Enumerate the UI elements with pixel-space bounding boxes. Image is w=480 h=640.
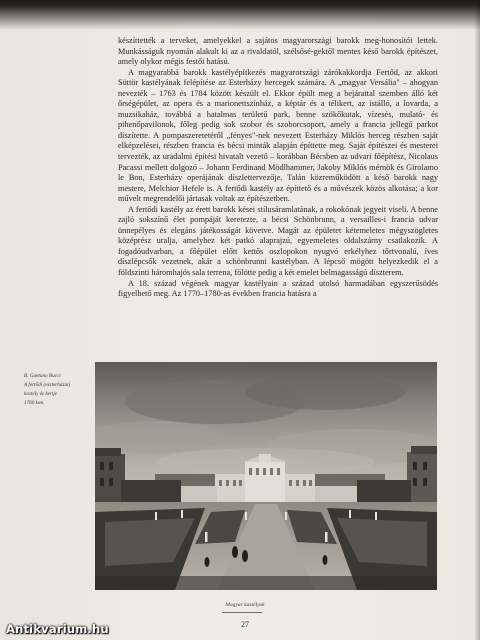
page-top-shadow <box>0 0 480 30</box>
castle-painting-image <box>95 362 437 590</box>
footer-divider <box>222 612 262 613</box>
page-right-edge <box>474 0 480 640</box>
paragraph-3: A fertődi kastély az érett barokk kései stílusáramlatának, a rokokónak jegyeit viseli. A benne zajló sokszínű élet pompáját keretezte, a bécsi Schönbrunn, a versailles-i francia udvar ünnepélyes és elegáns játékosságát követve. Magát az épületet kétemeletes mégyszögletes középrész uralja, amelyhez két patkó alaprajzú, egyemeletes oldalszárny csatlakozik. A fogadóudvarban, a főépület előtt kettős oszlopokon nyugvó erkélyhez tőrtvonalú, íves díszlépcsők vezetnek, akár a schönbrunni kastélyban. A lépcső mögött helyezkedik el a földszinti háromhajós sala terrena, fölötte pedig a két emelet belmagasságú díszterem. <box>118 204 438 278</box>
body-text <box>118 36 438 300</box>
figure-caption <box>24 372 104 408</box>
caption-line-2: A fertődi (eszterházai) <box>24 382 71 388</box>
castle-painting <box>95 362 437 590</box>
caption-line-4: 1760 kan. <box>24 400 45 406</box>
paragraph-4: A 18. század végének magyar kastélyain a század utolsó harmadában egyszerűsödés figyelhető meg. Az 1770–1780-as években francia hatásra a <box>118 278 438 299</box>
page-number: 27 <box>241 620 249 629</box>
caption-line-1: B. Gaetano Bucci <box>24 373 61 379</box>
caption-line-3: kastély és kertje <box>24 391 58 397</box>
watermark: Antikvarium.hu <box>6 622 109 636</box>
paragraph-1: készíttették a terveket, amelyekkel a sajátos magyarországi barokk meg-honosítói lettek. Munkásságuk nyomán alakult ki az a rivaldatól, szélsősé-gektől mentes késő barokk építészet, amely olykor mégis festői hatású. <box>118 36 438 67</box>
paragraph-2: A magyarabbá barokk kastélyépítkezés magyarországi zárókakkordja Fertőd, az akkori Süttör kastélyának felépítése az Esterházy hercegek számára. A „magyar Versália" – ahogyan nevezték – 1763 és 1784 között készült el. Ekkor épült meg a bejárattal szemben álló két őrségépület, az opera és a marionettszínház, a képtár és a télikert, az istálló, a lovarda, a muzsikaház, továbbá a hatalmas területű park, benne szökőkutak, vízesés, mulató- és pihenőpavilonok, főleg pedig sok szobor és szoborcsoport, amely a francia jellegű parkot díszítette. A pompaszeretetéről „fényes"-nek nevezett Esterházy Miklós herceg részben saját elképzelései, részben francia és bécsi minták alapján építtette meg. Saját építészei és mesterei tervezték, az uradalmi építési hivatalt vezető – korábban Bécsben az udvari főépítész, Nicolaus Pacassi mellett dolgozó – Johann Ferdinand Mödlhammer, Jakoby Miklós mérnök és Girolamo le Bon, Esterházy operájának díszlettervezője. Talán közreműködött a késő barokk nagy mestere, Melchior Hefele is. A fertődi kastély az építtető és a művészek közös alkotása; a kor művelt megrendelői jártasak voltak az építészetben. <box>118 67 438 204</box>
running-footer-title: Magyar kastélyok <box>225 602 265 608</box>
